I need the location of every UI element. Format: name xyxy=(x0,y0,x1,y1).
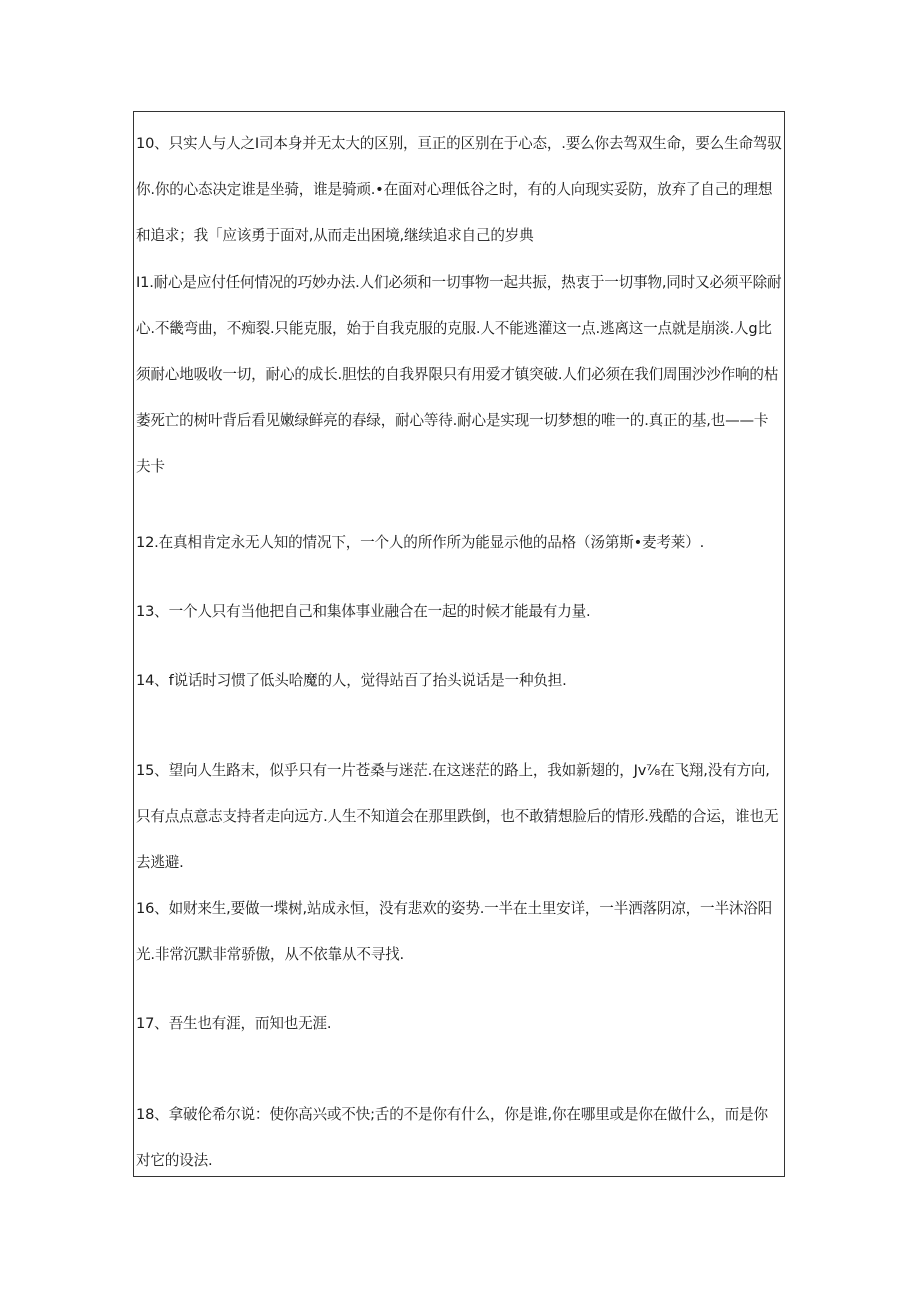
quote-paragraph-14: 14、f说话时习惯了低头哈魔的人，觉得站百了抬头说话是一种负担. xyxy=(136,672,567,689)
quote-paragraph-12: 12.在真相肯定永无人知的情况下，一个人的所作所为能显示他的品格（汤第斯•麦考莱）. xyxy=(136,534,705,551)
quote-paragraph-15: 15、望向人生路末，似乎只有一片苍桑与迷茫.在这迷茫的路上，我如新翅的，Jv⅞在飞翔,没有方向,只有点点意志支持者走向远方.人生不知道会在那里跌倒，也不敢猜想脸后的情形.残酷的合运，谁也无去逃避. xyxy=(136,762,779,871)
quote-paragraph-11: I1.耐心是应付任何情况的巧妙办法.人们必须和一切事物一起共振，热衷于一切事物,同时又必须平除耐心.不畿弯曲，不痴裂.只能克服，始于自我克服的克服.人不能逃灌这一点.逃离这一点就是崩淡.人g比须耐心地吸收一切，耐心的成长.胆怯的自我界限只有用爱才镇突破.人们必须在我们周围沙沙作响的枯萎死亡的树叶背后看见嫩绿鲜亮的春绿，耐心等待.耐心是实现一切梦想的唯一的.真正的基,也——卡夫卡 xyxy=(136,274,782,475)
quote-paragraph-17: 17、吾生也有涯，而知也无涯. xyxy=(136,1015,332,1032)
quote-paragraph-10: 10、只实人与人之I司本身并无太大的区别，亘正的区别在于心态，.要么你去驾双生命，要么生命驾驭你.你的心态决定谁是坐骑，谁是骑顽.•在面对心理低谷之时，有的人向现实妥防，放弃了自己的理想和追求；我「应该勇于面对,从而走出困境,继续追求自己的岁典 xyxy=(136,135,782,244)
quote-paragraph-16: 16、如财来生,要做一堞树,站成永恒，没有悲欢的姿势.一半在土里安详，一半洒落阴凉，一半沐浴阳光.非常沉默非常骄傲，从不依靠从不寻找. xyxy=(136,900,773,963)
quote-paragraph-13: 13、一个人只有当他把自己和集体事业融合在一起的时候才能最有力量. xyxy=(136,603,591,620)
quote-paragraph-18: 18、拿破伦希尔说：使你高兴或不快;舌的不是你有什么，你是谁,你在哪里或是你在做什么，而是你对它的设法. xyxy=(136,1106,768,1169)
